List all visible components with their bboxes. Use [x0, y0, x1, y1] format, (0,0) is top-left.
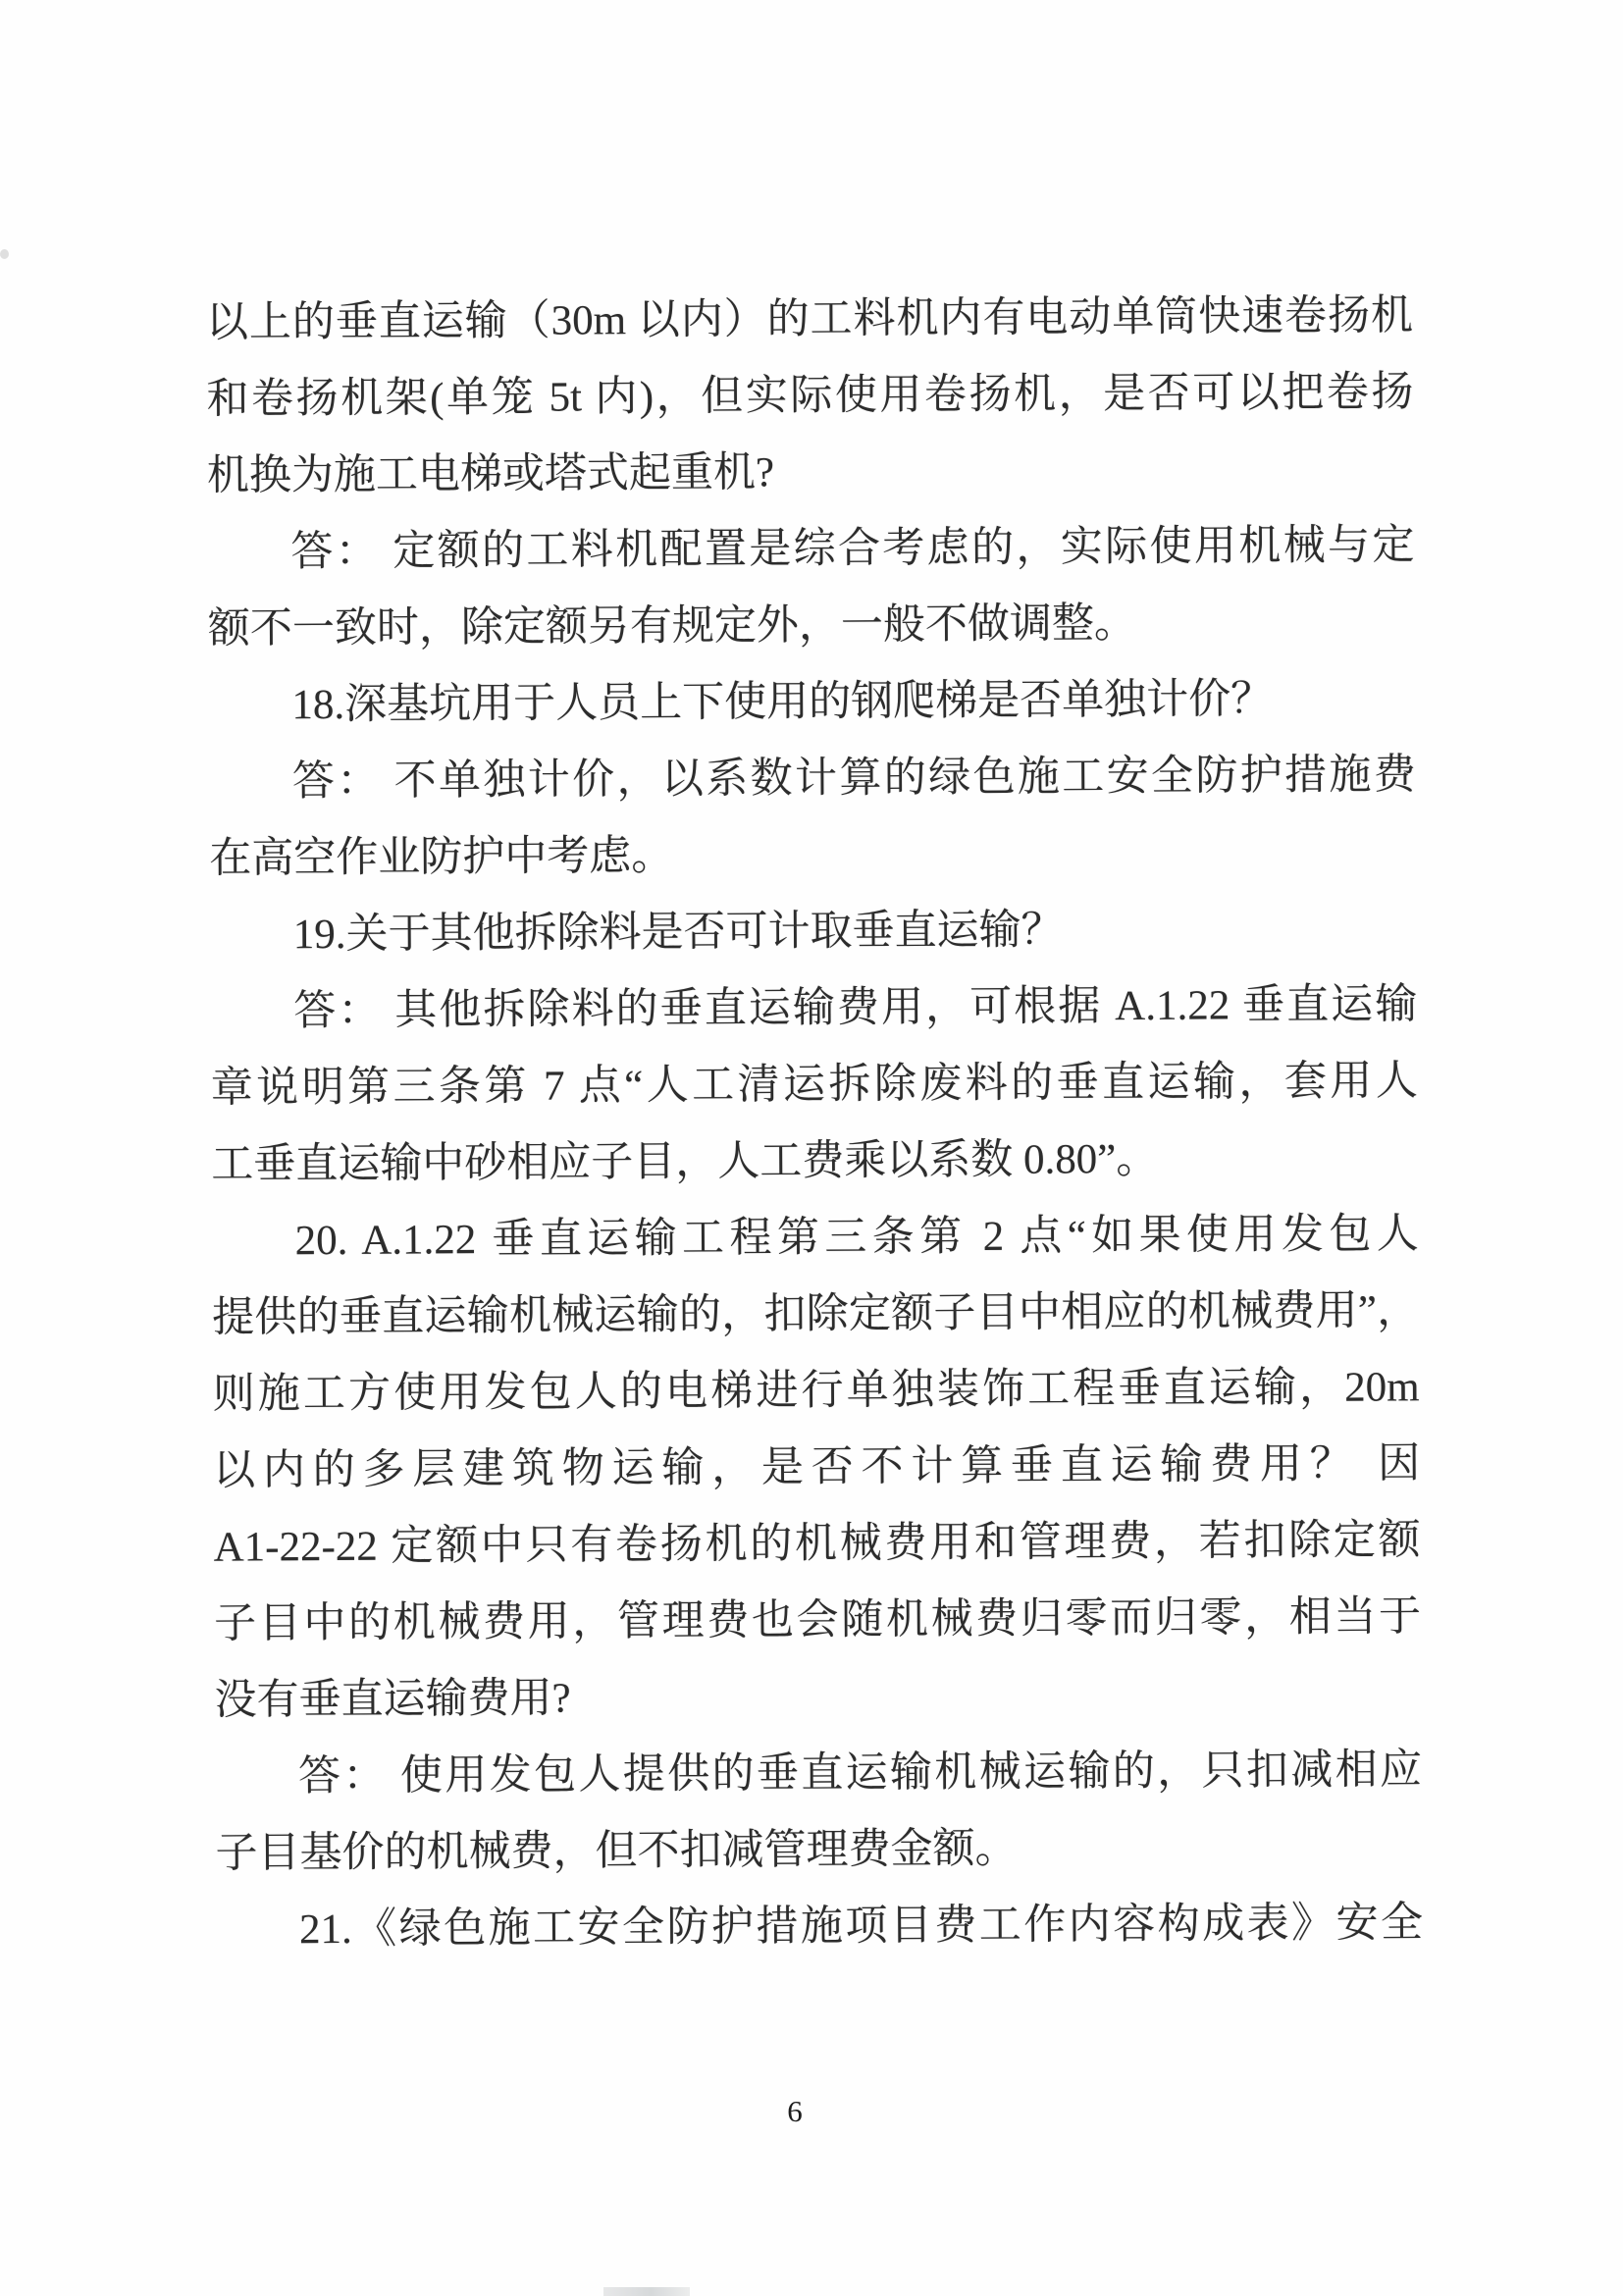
text-line: 提供的垂直运输机械运输的，扣除定额子目中相应的机械费用”，	[212, 1287, 1420, 1341]
text-line: 19.关于其他拆除料是否可计取垂直运输？	[292, 907, 1064, 959]
text-line: 以上的垂直运输（30m 以内）的工料机内有电动单筒快速卷扬机	[205, 292, 1414, 346]
text-line: 答： 使用发包人提供的垂直运输机械运输的，只扣减相应	[297, 1747, 1423, 1800]
document-text-block	[206, 278, 1423, 1968]
text-line: 21.《绿色施工安全防护措施项目费工作内容构成表》安全	[298, 1900, 1424, 1954]
text-line: 答： 其他拆除料的垂直运输费用，可根据 A.1.22 垂直运输	[293, 981, 1418, 1035]
text-line: A1-22-22 定额中只有卷扬机的机械费用和管理费，若扣除定额	[213, 1517, 1421, 1571]
text-line: 额不一致时，除定额另有规定外，一般不做调整。	[207, 600, 1137, 652]
scan-artifact-left-edge	[0, 249, 9, 259]
text-line: 以内的多层建筑物运输，是否不计算垂直运输费用？ 因	[213, 1440, 1421, 1494]
text-line: 答： 不单独计价，以系数计算的绿色施工安全防护措施费	[291, 752, 1416, 806]
text-line: 子目基价的机械费，但不扣减管理费金额。	[215, 1825, 1018, 1877]
text-line: 章说明第三条第 7 点“人工清运拆除废料的垂直运输，套用人	[210, 1058, 1418, 1112]
text-line: 没有垂直运输费用?	[214, 1675, 571, 1724]
text-line: 机换为施工电梯或塔式起重机?	[206, 449, 775, 499]
text-line: 和卷扬机架(单笼 5t 内)，但实际使用卷扬机，是否可以把卷扬	[206, 369, 1414, 423]
text-line: 则施工方使用发包人的电梯进行单独装饰工程垂直运输，20m	[212, 1364, 1420, 1418]
text-line: 答： 定额的工料机配置是综合考虑的，实际使用机械与定	[290, 522, 1415, 576]
scan-artifact-bottom-edge	[603, 2287, 690, 2296]
text-line: 18.深基坑用于人员上下使用的钢爬梯是否单独计价？	[291, 676, 1274, 729]
text-line: 在高空作业防护中考虑。	[209, 832, 674, 882]
text-line: 子目中的机械费用，管理费也会随机械费归零而归零，相当于	[213, 1593, 1422, 1647]
page-number: 6	[787, 2094, 803, 2128]
text-line: 工垂直运输中砂相应子目，人工费乘以系数 0.80”。	[211, 1135, 1159, 1188]
text-line: 20. A.1.22 垂直运输工程第三条第 2 点“如果使用发包人	[294, 1211, 1419, 1265]
